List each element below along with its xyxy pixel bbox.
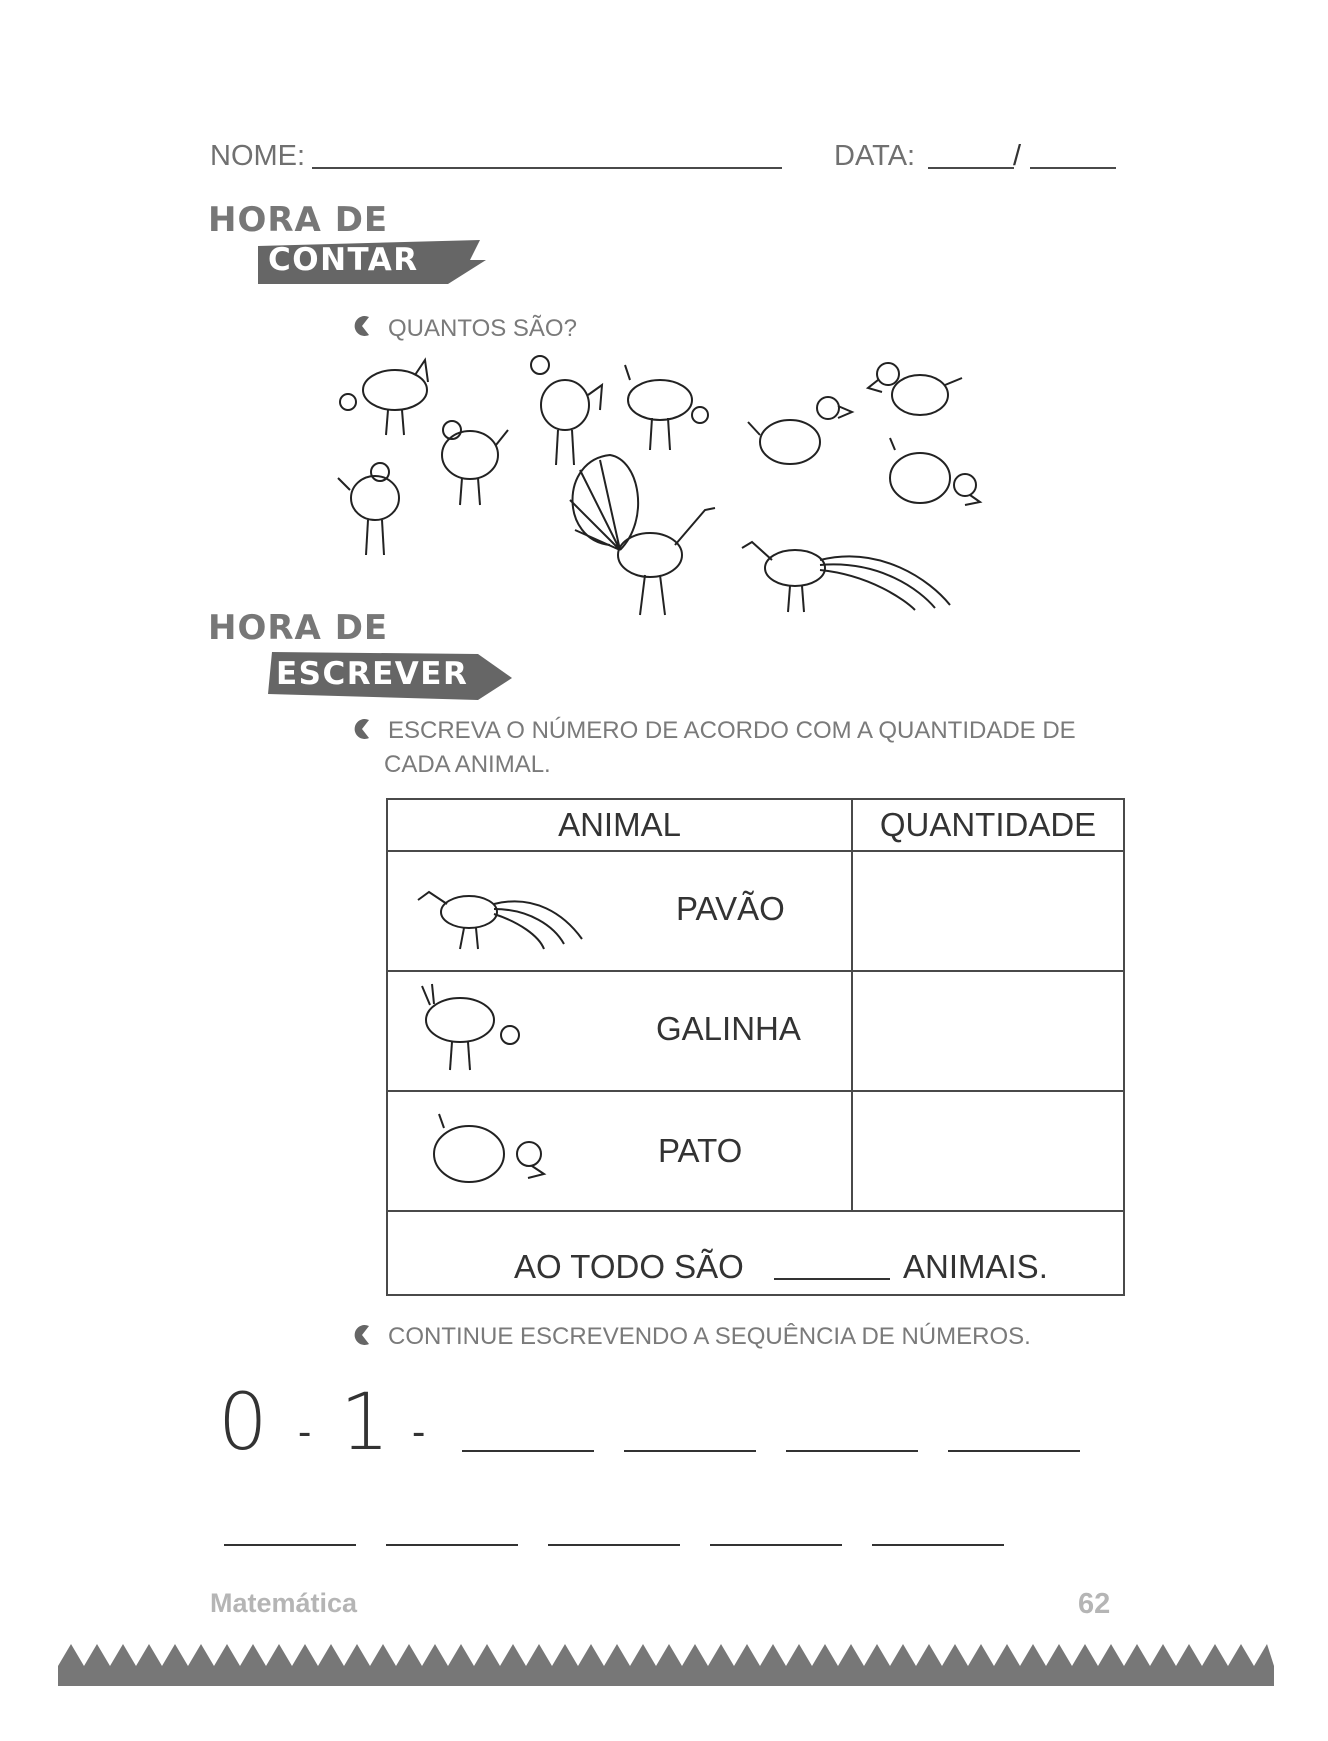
instruction-write-line1: ESCREVA O NÚMERO DE ACORDO COM A QUANTIDADE DE (388, 717, 1076, 744)
section-banner-contar (258, 238, 488, 286)
hen-icon (625, 365, 708, 450)
animal-cell (387, 851, 852, 971)
bullet-icon (353, 1324, 373, 1346)
quantity-cell[interactable] (852, 971, 1124, 1091)
sequence-dash: - (412, 1410, 426, 1454)
date-month-field[interactable] (1030, 167, 1116, 169)
date-day-field[interactable] (928, 167, 1014, 169)
quantity-cell[interactable] (852, 851, 1124, 971)
total-prefix: AO TODO SÃO (514, 1248, 744, 1285)
duck-icon (890, 438, 980, 505)
banner-label: ESCREVER (276, 656, 469, 692)
sequence-dash: - (298, 1410, 312, 1454)
animals-illustration (320, 350, 1010, 640)
date-label: DATA: (834, 140, 916, 172)
bullet-icon (353, 315, 373, 337)
animal-cell (387, 1091, 852, 1211)
instruction-sequence: CONTINUE ESCREVENDO A SEQUÊNCIA DE NÚMEROS. (388, 1323, 1031, 1350)
zigzag-shape (58, 1644, 1274, 1686)
sequence-number: 0 (218, 1378, 268, 1468)
column-header-animal: ANIMAL (387, 799, 852, 851)
table-row (387, 851, 1124, 971)
table-row (387, 971, 1124, 1091)
sequence-blank[interactable] (386, 1544, 518, 1546)
column-header-quantity: QUANTIDADE (852, 799, 1124, 851)
instruction-count: QUANTOS SÃO? (388, 315, 577, 342)
name-label: NOME: (210, 140, 306, 172)
animal-name: PATO (658, 1132, 743, 1169)
table-header-row (387, 799, 1124, 851)
sequence-blank[interactable] (224, 1544, 356, 1546)
animal-quantity-table (386, 798, 1125, 1296)
total-cell (387, 1211, 1124, 1295)
sequence-blank[interactable] (948, 1450, 1080, 1452)
sequence-blank[interactable] (710, 1544, 842, 1546)
quantity-cell[interactable] (852, 1091, 1124, 1211)
duck-icon (424, 1104, 554, 1196)
sequence-number: 1 (340, 1378, 390, 1468)
table-row (387, 1091, 1124, 1211)
sequence-blank[interactable] (462, 1450, 594, 1452)
hen-icon (531, 356, 602, 465)
duck-icon (868, 363, 962, 415)
peacock-icon (570, 455, 715, 615)
animal-name: PAVÃO (676, 890, 785, 927)
page-number: 62 (1078, 1588, 1111, 1620)
section-banner-escrever (268, 648, 514, 700)
zigzag-border (58, 1640, 1274, 1686)
peacock-icon (414, 864, 584, 959)
animal-name: GALINHA (656, 1010, 801, 1047)
hen-icon (410, 980, 530, 1082)
bullet-icon (353, 718, 373, 740)
sequence-blank[interactable] (624, 1450, 756, 1452)
section-heading-top: HORA DE (208, 608, 389, 648)
sequence-blank[interactable] (872, 1544, 1004, 1546)
sequence-blank[interactable] (548, 1544, 680, 1546)
instruction-write-line2: CADA ANIMAL. (384, 751, 551, 778)
sequence-blank[interactable] (786, 1450, 918, 1452)
total-answer-field[interactable] (774, 1278, 890, 1280)
table-total-row (387, 1211, 1124, 1295)
date-separator: / (1013, 140, 1022, 172)
hen-icon (340, 360, 428, 435)
animal-cell (387, 971, 852, 1091)
banner-label: CONTAR (268, 242, 419, 278)
footer-subject: Matemática (210, 1588, 358, 1618)
duck-icon (748, 397, 852, 464)
hen-icon (442, 421, 508, 505)
hen-icon (338, 463, 399, 555)
name-field[interactable] (312, 167, 782, 169)
total-suffix: ANIMAIS. (903, 1248, 1048, 1285)
peacock-icon (742, 542, 950, 612)
section-heading-top: HORA DE (208, 200, 389, 240)
